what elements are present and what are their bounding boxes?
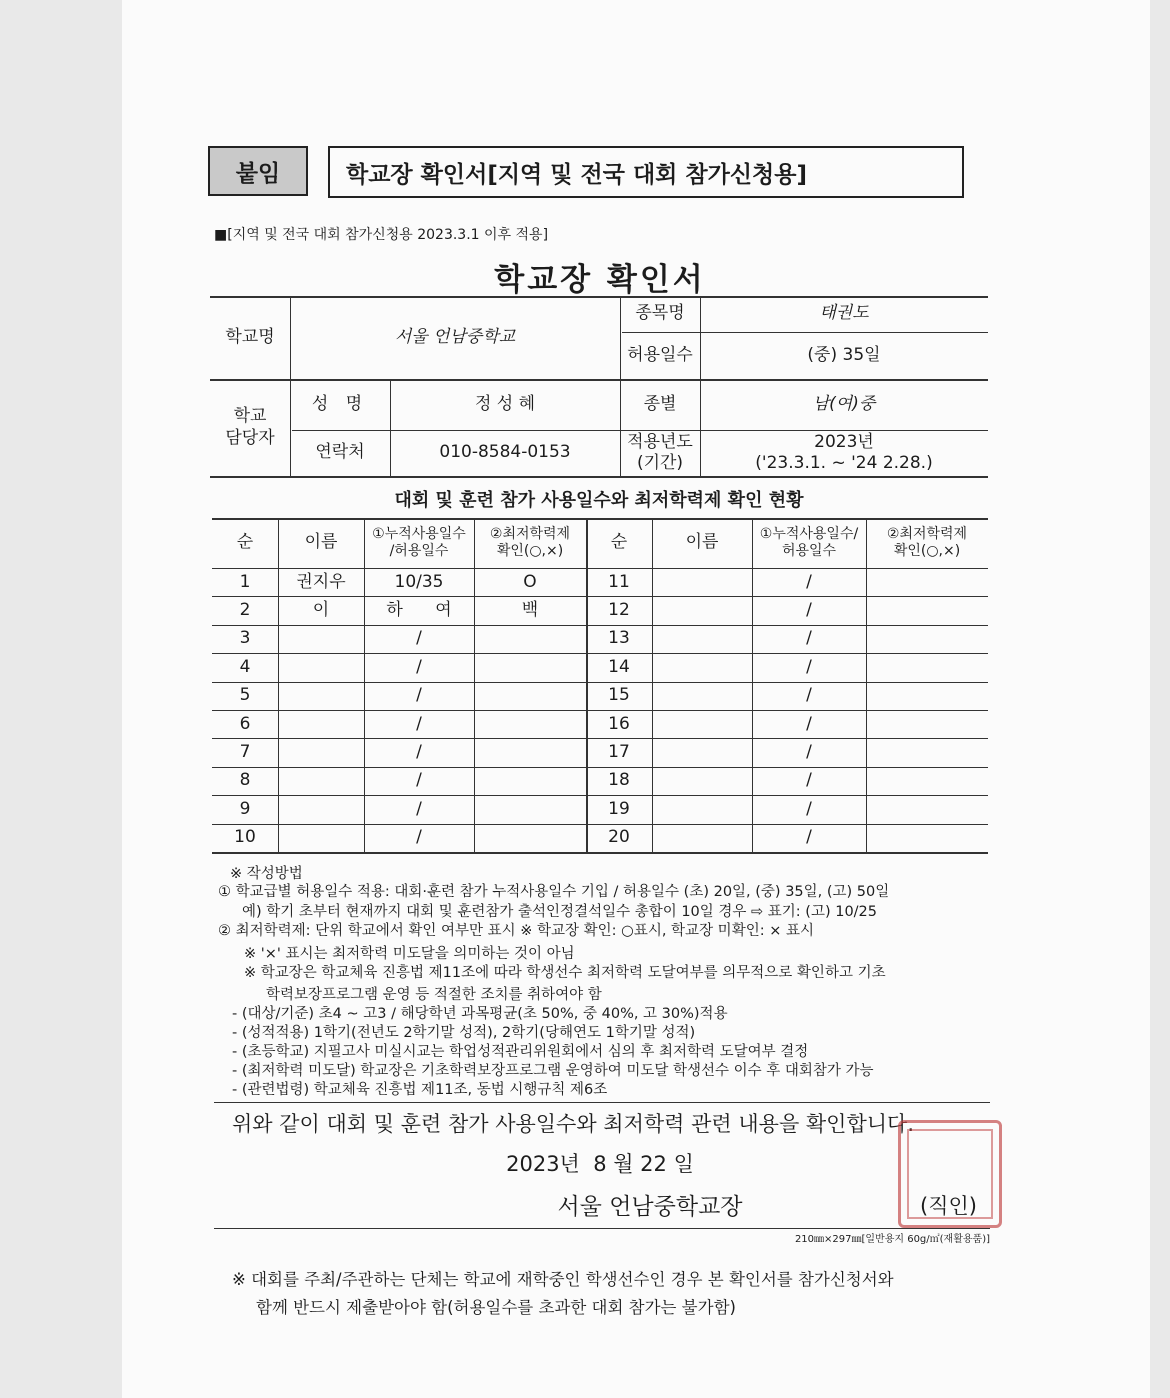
school-label: 학교명 <box>225 326 275 347</box>
right-cell-check <box>866 824 988 852</box>
left-cell-days: / <box>416 685 422 706</box>
section-title: 대회 및 훈련 참가 사용일수와 최저학력제 확인 현황 <box>394 490 804 511</box>
left-cell-num: 7 <box>239 741 251 762</box>
left-cell-check <box>474 653 586 681</box>
left-cell-num: 9 <box>239 798 251 819</box>
left-cell-num: 3 <box>239 628 251 649</box>
right-cell-name <box>652 568 752 596</box>
right-cell-num: 14 <box>608 656 630 677</box>
col-check-line1: ②최저학력제 <box>489 525 571 542</box>
right-cell-num: 13 <box>608 628 630 649</box>
manager-label-line2: 담당자 <box>225 427 275 448</box>
left-cell-days: / <box>416 713 422 734</box>
sub-note: ■[지역 및 전국 대회 참가신청용 2023.3.1 이후 적용] <box>214 227 549 243</box>
left-cell-days: / <box>416 628 422 649</box>
right-cell-days: / <box>806 628 812 649</box>
right-cell-num: 11 <box>608 571 630 592</box>
right-cell-name <box>652 710 752 738</box>
right-cell-name <box>652 625 752 653</box>
col-check <box>474 518 586 568</box>
right-cell-num: 16 <box>608 713 630 734</box>
right-cell-days: / <box>806 656 812 677</box>
right-cell-days: / <box>806 798 812 819</box>
right-cell-name <box>652 795 752 823</box>
right-cell-check <box>866 795 988 823</box>
gender-value: 남(여)중 <box>812 393 876 414</box>
annex-label: 붙임 <box>235 160 281 187</box>
right-cell-num: 18 <box>608 770 630 791</box>
gender-label: 종별 <box>643 393 677 414</box>
left-cell-name: 권지우 <box>296 571 346 592</box>
right-cell-num: 17 <box>608 741 630 762</box>
note-line: - (성적적용) 1학기(전년도 2학기말 성적), 2학기(당해연도 1학기말 성적) <box>232 1025 696 1041</box>
principal-name: 서울 언남중학교장 <box>557 1194 743 1220</box>
right-cell-check <box>866 625 988 653</box>
left-cell-days: / <box>416 656 422 677</box>
col-name: 이름 <box>304 532 338 553</box>
right-cell-name <box>652 653 752 681</box>
col-name-right: 이름 <box>685 532 719 553</box>
right-cell-check <box>866 682 988 710</box>
right-cell-num: 12 <box>608 599 630 620</box>
right-cell-num: 20 <box>608 827 630 848</box>
left-cell-num: 4 <box>239 656 251 677</box>
col-check-line2: 확인(○,×) <box>496 543 564 559</box>
date-text: 2023년 8 월 22 일 <box>506 1152 694 1176</box>
contact-value: 010-8584-0153 <box>439 442 571 463</box>
note-line: - (대상/기준) 초4 ~ 고3 / 해당학년 과목평균(초 50%, 중 40%, 고 30%)적용 <box>232 1006 728 1022</box>
note-line: ① 학교급별 허용일수 적용: 대회·훈련 참가 누적사용일수 기입 / 허용일수 (초) 20일, (중) 35일, (고) 50일 <box>218 884 890 900</box>
left-cell-name <box>278 682 364 710</box>
left-cell-check <box>474 682 586 710</box>
right-cell-check <box>866 568 988 596</box>
note-line: - (초등학교) 지필고사 미실시교는 학업성적관리위원회에서 심의 후 최저학력 도달여부 결정 <box>232 1044 809 1060</box>
school-value: 서울 언남중학교 <box>394 326 516 347</box>
right-cell-check <box>866 767 988 795</box>
right-cell-num: 19 <box>608 798 630 819</box>
allowed-days-label: 허용일수 <box>627 344 693 365</box>
left-cell-name <box>278 795 364 823</box>
year-label-line2: (기간) <box>636 453 684 473</box>
left-cell-name <box>278 710 364 738</box>
paper-spec: 210㎜×297㎜[일반용지 60g/㎡(재활용품)] <box>794 1234 990 1245</box>
left-cell-num: 6 <box>239 713 251 734</box>
right-cell-name <box>652 824 752 852</box>
col-num-right: 순 <box>610 532 628 553</box>
col-days-line1: ①누적사용일수 <box>372 525 466 542</box>
year-label <box>620 430 700 476</box>
header-title: 학교장 확인서[지역 및 전국 대회 참가신청용] <box>346 161 807 188</box>
document-title: 학교장 확인서 <box>494 262 706 298</box>
left-cell-days: / <box>416 827 422 848</box>
right-cell-num: 15 <box>608 685 630 706</box>
note-line: ※ 작성방법 <box>230 866 303 882</box>
left-cell-name <box>278 767 364 795</box>
left-cell-days: / <box>416 741 422 762</box>
left-cell-name <box>278 824 364 852</box>
col-check-right-line1: ②최저학력제 <box>886 525 968 542</box>
left-cell-name <box>278 653 364 681</box>
left-cell-check <box>474 710 586 738</box>
manager-label <box>210 379 290 476</box>
year-value-line2: ('23.3.1. ~ '24 2.28.) <box>755 453 933 473</box>
note-line: 학력보장프로그램 운영 등 적절한 조치를 취하여야 함 <box>266 987 602 1003</box>
header-title-box <box>328 146 964 198</box>
col-num: 순 <box>236 532 254 553</box>
left-cell-days: 하 여 <box>386 599 452 620</box>
right-cell-days: / <box>806 685 812 706</box>
left-cell-num: 1 <box>239 571 251 592</box>
right-cell-days: / <box>806 571 812 592</box>
left-cell-num: 2 <box>239 599 251 620</box>
name-value: 정 성 혜 <box>474 393 536 414</box>
confirm-text: 위와 같이 대회 및 훈련 참가 사용일수와 최저학력 관련 내용을 확인합니다. <box>232 1112 915 1136</box>
contact-label: 연락처 <box>315 442 365 463</box>
right-cell-days: / <box>806 770 812 791</box>
right-cell-name <box>652 596 752 624</box>
note-line: ※ 학교장은 학교체육 진흥법 제11조에 따라 학생선수 최저학력 도달여부를 의무적으로 확인하고 기초 <box>244 965 886 981</box>
left-cell-days: / <box>416 770 422 791</box>
sport-label: 종목명 <box>635 303 685 324</box>
left-cell-check: 백 <box>521 599 539 620</box>
col-days-right-line2: 허용일수 <box>781 543 837 559</box>
left-cell-num: 8 <box>239 770 251 791</box>
year-value <box>700 430 988 476</box>
left-cell-days: 10/35 <box>394 571 444 592</box>
left-cell-check <box>474 738 586 766</box>
right-cell-name <box>652 767 752 795</box>
right-cell-check <box>866 596 988 624</box>
left-cell-num: 5 <box>239 685 251 706</box>
col-days-line2: /허용일수 <box>389 543 449 559</box>
col-days <box>364 518 474 568</box>
left-cell-name: 이 <box>312 599 330 620</box>
left-cell-check: O <box>523 571 537 592</box>
right-cell-name <box>652 738 752 766</box>
year-label-line1: 적용년도 <box>627 431 693 452</box>
right-cell-check <box>866 738 988 766</box>
manager-label-line1: 학교 <box>233 406 267 427</box>
left-cell-name <box>278 625 364 653</box>
right-cell-check <box>866 653 988 681</box>
left-cell-check <box>474 625 586 653</box>
name-label: 성 명 <box>311 393 369 414</box>
right-cell-days: / <box>806 741 812 762</box>
note-line: - (관련법령) 학교체육 진흥법 제11조, 동법 시행규칙 제6조 <box>232 1082 608 1098</box>
note-line: 예) 학기 초부터 현재까지 대회 및 훈련참가 출석인정결석일수 총합이 10일 경우 ⇨ 표기: (고) 10/25 <box>242 904 878 920</box>
right-cell-check <box>866 710 988 738</box>
right-cell-days: / <box>806 827 812 848</box>
col-days-right-line1: ①누적사용일수/ <box>759 525 859 542</box>
col-days-right <box>752 518 866 568</box>
right-cell-days: / <box>806 599 812 620</box>
left-cell-num: 10 <box>234 827 256 848</box>
footer-note-1: ※ 대회를 주최/주관하는 단체는 학교에 재학중인 학생선수인 경우 본 확인서를 참가신청서와 <box>232 1270 894 1289</box>
right-cell-days: / <box>806 713 812 734</box>
left-cell-check <box>474 767 586 795</box>
left-cell-check <box>474 795 586 823</box>
note-line: - (최저학력 미도달) 학교장은 기초학력보장프로그램 운영하여 미도달 학생선수 이수 후 대회참가 가능 <box>232 1063 874 1079</box>
annex-label-box <box>208 146 308 196</box>
left-cell-name <box>278 738 364 766</box>
note-line: ※ '×' 표시는 최저학력 미도달을 의미하는 것이 아님 <box>244 946 575 962</box>
col-check-right-line2: 확인(○,×) <box>893 543 961 559</box>
left-cell-check <box>474 824 586 852</box>
right-cell-name <box>652 682 752 710</box>
sport-value: 태권도 <box>819 303 869 324</box>
left-cell-days: / <box>416 798 422 819</box>
allowed-days-value: (중) 35일 <box>807 344 881 365</box>
col-check-right <box>866 518 988 568</box>
note-line: ② 최저학력제: 단위 학교에서 확인 여부만 표시 ※ 학교장 확인: ○표시, 학교장 미확인: × 표시 <box>218 923 814 939</box>
footer-note-2: 함께 반드시 제출받아야 함(허용일수를 초과한 대회 참가는 불가함) <box>256 1298 736 1317</box>
year-value-line1: 2023년 <box>814 431 874 452</box>
seal-label: (직인) <box>920 1194 977 1218</box>
